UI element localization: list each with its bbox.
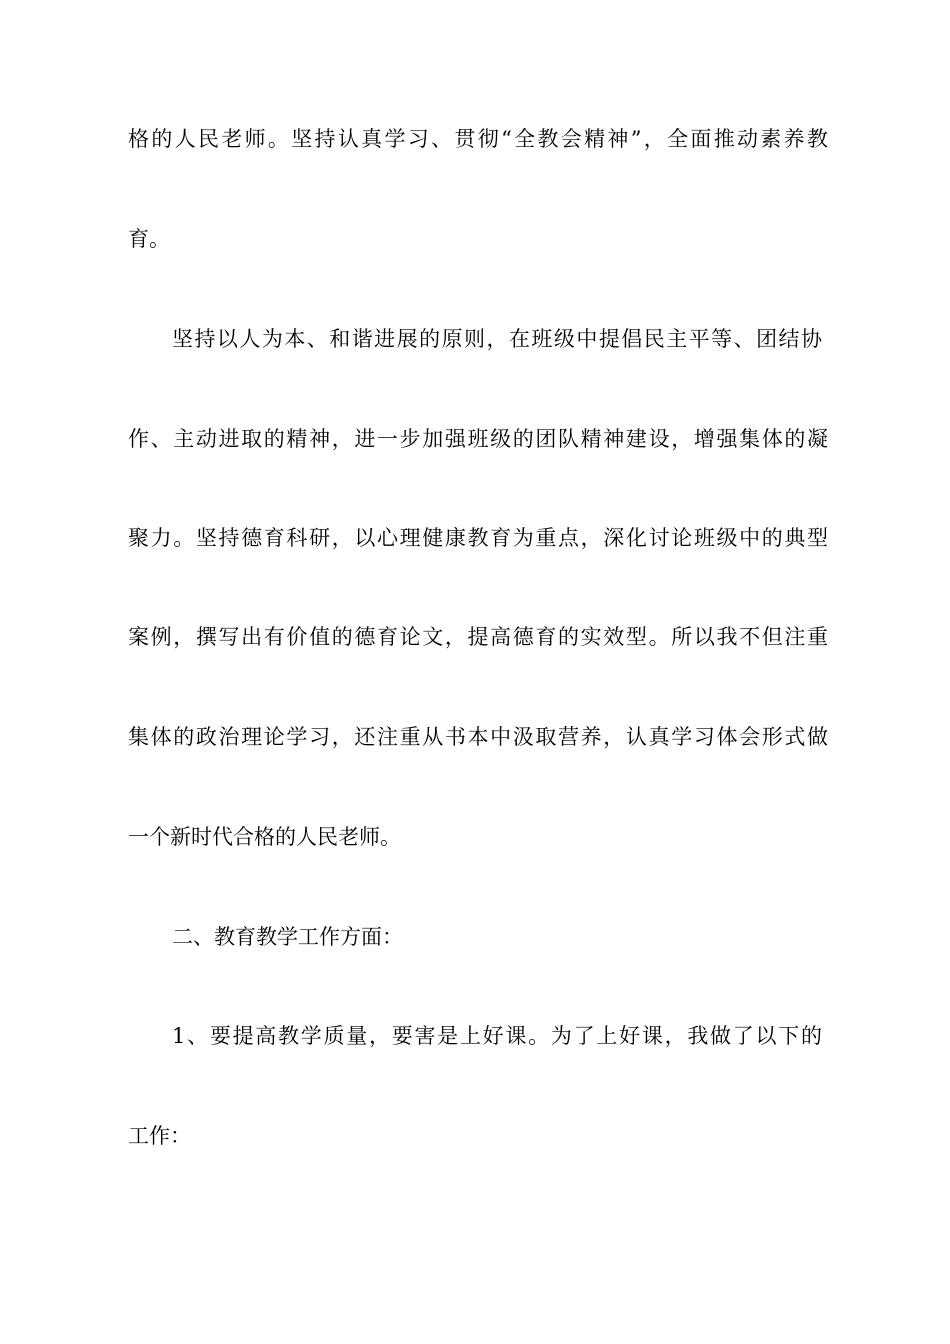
paragraph-2-line-6: 一个新时代合格的人民老师。 [128,825,401,849]
paragraph-4-line-1: 1、要提高教学质量，要害是上好课。为了上好课，我做了以下的 [172,1024,822,1048]
paragraph-2-line-3: 聚力。坚持德育科研，以心理健康教育为重点，深化讨论班级中的典型 [128,526,828,550]
paragraph-1-line-1: 格的人民老师。坚持认真学习、贯彻“全教会精神”，全面推动素养教 [128,127,828,151]
section-heading: 二、教育教学工作方面： [172,925,403,949]
paragraph-4-line-2: 工作： [128,1124,191,1148]
paragraph-2-line-4: 案例，撰写出有价值的德育论文，提高德育的实效型。所以我不但注重 [128,625,828,649]
paragraph-2-line-2: 作、主动进取的精神，进一步加强班级的团队精神建设，增强集体的凝 [128,427,828,451]
paragraph-2-line-5: 集体的政治理论学习，还注重从书本中汲取营养，认真学习体会形式做 [128,725,828,749]
paragraph-1-line-2: 育。 [128,227,170,251]
paragraph-2-line-1: 坚持以人为本、和谐进展的原则，在班级中提倡民主平等、团结协 [172,327,822,351]
